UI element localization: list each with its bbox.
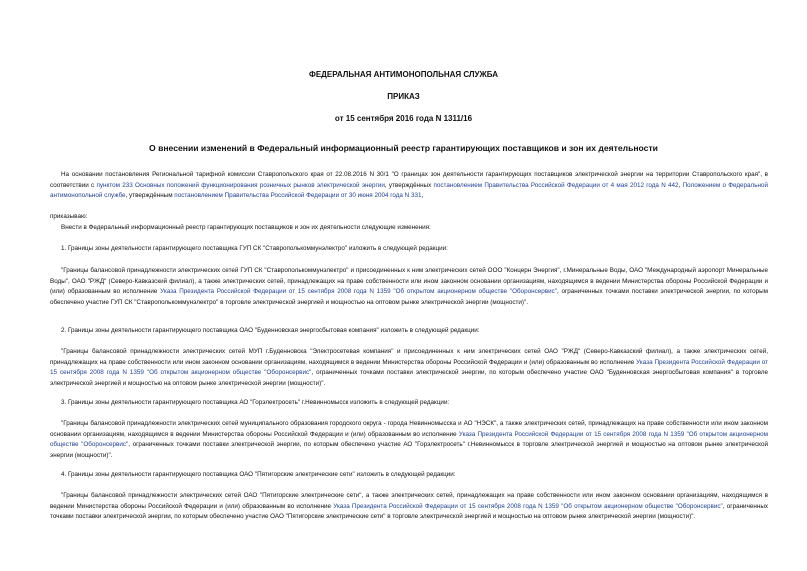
preamble-paragraph <box>50 170 768 202</box>
item-4-heading: 4. Границы зоны деятельности гарантирующего поставщика ОАО "Пятигорские электрические сети" изложить в следующей редакции: <box>61 471 456 478</box>
preamble-text-3: , <box>678 181 683 189</box>
item-4-text-part-1: "Границы балансовой принадлежности электрических сетей ОАО "Пятигорские электрические сети", а также электрических сетей, принадлежащих на праве собственности или ином законном основании организациям, находящимся в ведении Министерства обороны Российской Федерации и (или) образованным во исполнение <box>50 492 768 510</box>
item-3-heading: 3. Границы зоны деятельности гарантирующего поставщика АО "Горэлектросеть" г.Невинномысск изложить в следующей редакции: <box>61 399 450 406</box>
agency-name: ФЕДЕРАЛЬНАЯ АНТИМОНОПОЛЬНАЯ СЛУЖБА <box>309 70 498 79</box>
link-decree-1359-item-2[interactable]: Указа Президента Российской Федерации от 15 сентября 2008 года N 1359 "Об открытом акционерном обществе "Оборонсервис" <box>50 358 768 377</box>
item-3-text-part-1: "Границы балансовой принадлежности электрических сетей муниципального образования городского округа - города Невинномысска и АО "НЭСК", а также электрических сетей, принадлежащих на праве собственности или ином законном основании организациям, находящимся в ведении Министерства обороны Российской Федерации и (или) образованным во исполнение <box>50 420 768 438</box>
preamble-text-5: , <box>421 192 424 200</box>
item-1-text-part-1: "Границы балансовой принадлежности электрических сетей ГУП СК "Ставрополькоммунэлектро" и присоединенных к ним электрических сетей ООО "Концерн Энергия", г.Минеральные Воды, ОАО "Международный аэропорт Минеральные Воды", ОАО "РЖД" (Северо-Кавказский филиал), а также электрических сетей, принадлежащих на праве собственности или ином законном основании организациям, находящимся в ведении Министерства обороны Российской Федерации и (или) образованным во исполнение <box>50 267 768 296</box>
item-2-text <box>50 347 768 390</box>
preamble-text-2: , утверждённых <box>384 181 434 189</box>
link-decree-1359-item-3[interactable]: Указа Президента Российской Федерации от 15 сентября 2008 года N 1359 "Об открытом акционерном обществе "Оборонсервис" <box>50 430 768 449</box>
item-2-heading: 2. Границы зоны деятельности гарантирующего поставщика ОАО "Буденновская энергосбытовая компания" изложить в следующей редакции: <box>61 327 480 334</box>
order-word: приказываю: <box>50 213 88 220</box>
link-decree-1359-item-4[interactable]: Указа Президента Российской Федерации от 15 сентября 2008 года N 1359 "Об открытом акционерном обществе "Оборонсервис" <box>333 502 723 510</box>
link-decree-331[interactable]: постановлением Правительства Российской Федерации от 30 июня 2004 года N 331 <box>174 192 422 200</box>
link-decree-1359-item-1[interactable]: Указа Президента Российской Федерации от 15 сентября 2008 года N 1359 "Об открытом акционерном обществе "Оборонсервис" <box>160 288 557 296</box>
item-4-text <box>50 491 768 523</box>
item-4-text-part-2: , ограниченных точками поставки электрической энергии, по которым обеспечено участие ОАО "Пятигорские электрические сети" в торговле электрической энергией и мощностью на оптовом рынке электрической энергии (мощности)". <box>50 502 768 521</box>
item-3-text <box>50 419 768 462</box>
document-title: О внесении изменений в Федеральный информационный реестр гарантирующих поставщиков и зон их деятельности <box>149 143 658 153</box>
item-1-text <box>50 266 768 309</box>
preamble-text-4: , утверждённым <box>125 192 175 200</box>
link-fas-regulation[interactable]: Положением о Федеральной антимонопольной службе <box>50 181 768 200</box>
intro-text: Внести в Федеральный информационный реестр гарантирующих поставщиков и зон их деятельности следующие изменения: <box>61 224 431 231</box>
preamble-text-1: На основании постановления Региональной тарифной комиссии Ставропольского края от 22.08.2016 N 30/1 "О границах зон деятельности гарантирующих поставщиков электрической энергии на территории Ставропольского края", в соответствии с <box>50 171 768 189</box>
item-1-text-part-2: , ограниченных точками поставки электрической энергии, по которым обеспечено участие ГУП СК "Ставрополькоммунэлектро" в торговле электрической энергией и мощностью на оптовом рынке электрической энергии (мощности)". <box>50 288 768 307</box>
item-2-text-part-1: "Границы балансовой принадлежности электрических сетей МУП г.Буденновска "Электросетевая компания" и присоединенных к ним электрических сетей ОАО "РЖД" (Северо-Кавказский филиал), а также электрических сетей, принадлежащих на праве собственности или ином законном основании организациям, находящимся в ведении Министерства обороны Российской Федерации и (или) образованным во исполнение <box>50 348 768 366</box>
link-decree-442[interactable]: постановлением Правительства Российской Федерации от 4 мая 2012 года N 442 <box>433 181 679 189</box>
doc-date: от 15 сентября 2016 года N 1311/16 <box>334 114 473 123</box>
link-item-233[interactable]: пунктом 233 Основных положений функционирования розничных рынков электрической энергии <box>96 181 385 189</box>
item-3-text-part-2: , ограниченных точками поставки электрической энергии, по которым обеспечено участие АО "Горэлектросеть" г.Невинномысск в торговле электрической энергией и мощностью на оптовом рынке электрической энергии (мощности)". <box>50 441 769 460</box>
item-2-text-part-2: , ограниченных точками поставки электрической энергии, по которым обеспечено участие ОАО "Буденновская энергосбытовая компания" в торговле электрической энергией и мощностью на оптовом рынке электрической энергии (мощности)". <box>50 369 768 388</box>
doc-type: ПРИКАЗ <box>387 92 420 101</box>
item-1-heading: 1. Границы зоны деятельности гарантирующего поставщика ГУП СК "Ставрополькоммунэлектро" изложить в следующей редакции: <box>61 245 448 252</box>
